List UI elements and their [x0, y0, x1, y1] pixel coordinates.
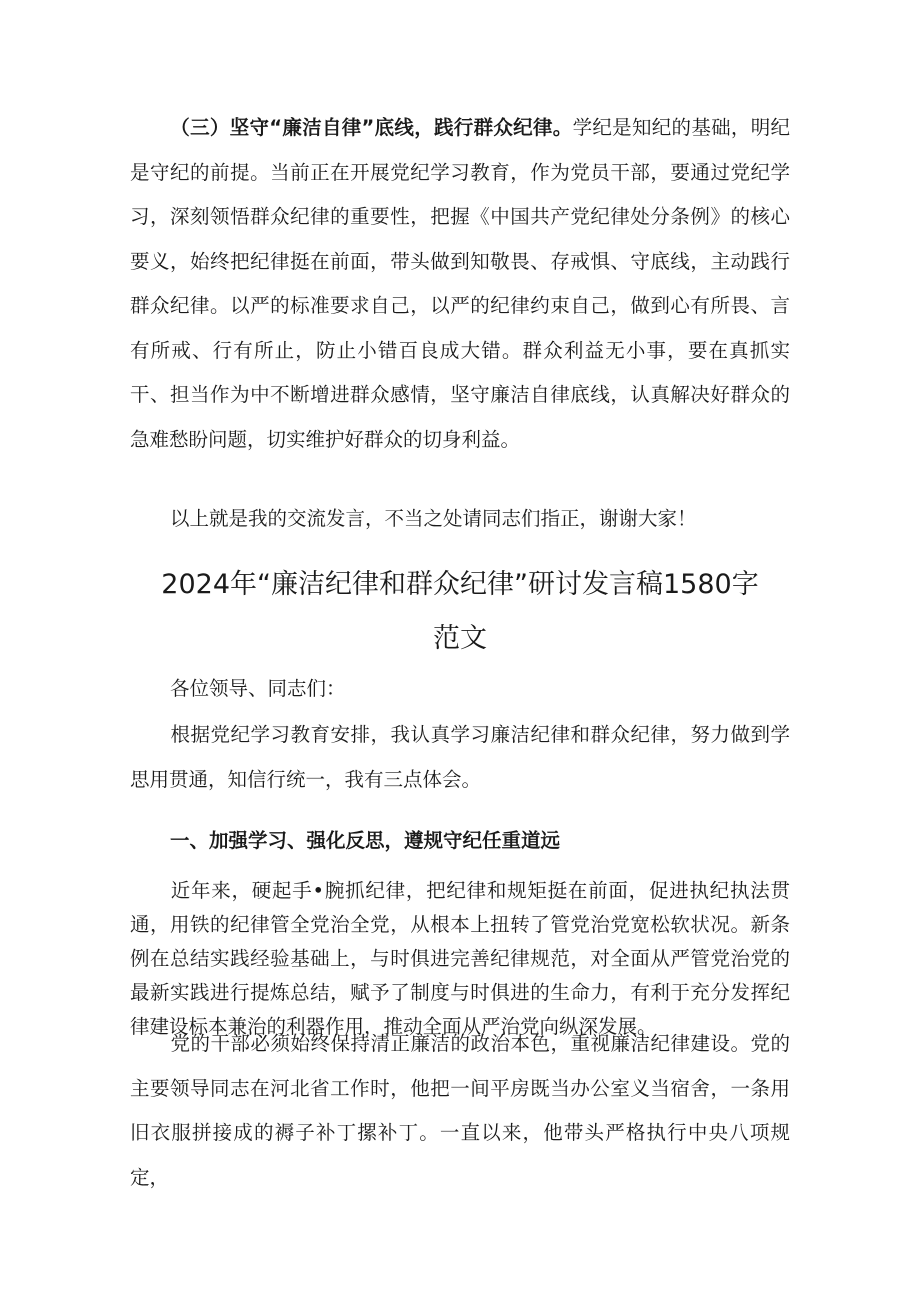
intro-text: 根据党纪学习教育安排，我认真学习廉洁纪律和群众纪律，努力做到学思用贯通，知信行统一，我有三点体会。 [130, 723, 790, 791]
section-three-body: 学纪是知纪的基础，明纪是守纪的前提。当前正在开展党纪学习教育，作为党员干部，要通过党纪学习，深刻领悟群众纪律的重要性，把握《中国共产党纪律处分条例》的核心要义，始终把纪律挺在前面，带头做到知敬畏、存戒惧、守底线，主动践行群众纪律。以严的标准要求自己，以严的纪律约束自己，做到心有所畏、言有所戒、行有所止，防止小错百良成大错。群众利益无小事，要在真抓实干、担当作为中不断增进群众感情，坚守廉洁自律底线，认真解决好群众的急难愁盼问题，切实维护好群众的切身利益。 [130, 116, 790, 451]
section-heading-one [130, 819, 790, 864]
closing-paragraph [130, 497, 790, 542]
greeting-text: 各位领导、同志们： [170, 677, 346, 700]
paragraph-two [130, 1022, 790, 1200]
section-heading-one-text: 一、加强学习、强化反思，遵规守纪任重道远 [170, 829, 561, 852]
document-title-line1: 2024年“廉洁纪律和群众纪律”研讨发言稿1580字 [161, 569, 759, 600]
intro-paragraph [130, 713, 790, 802]
section-three-lead: （三）坚守“廉洁自律”底线，践行群众纪律。 [170, 116, 573, 139]
document-title-line2: 范文 [433, 623, 487, 654]
paragraph-one-text: 近年来，硬起手•腕抓纪律，把纪律和规矩挺在前面，促进执纪执法贯通，用铁的纪律管全党治全党，从根本上扭转了管党治党宽松软状况。新条例在总结实践经验基础上，与时俱进完善纪律规范，对全面从严管党治党的最新实践进行提炼总结，赋予了制度与时俱进的生命力，有利于充分发挥纪律建设标本兼治的利器作用，推动全面从严治党向纵深发展。 [130, 879, 790, 1038]
paragraph-one [130, 874, 790, 1044]
greeting-paragraph [130, 667, 790, 712]
paragraph-two-text: 党的干部必须始终保持清正廉洁的政治本色，重视廉洁纪律建设。党的主要领导同志在河北省工作时，他把一间平房既当办公室义当宿舍，一条用旧衣服拼接成的褥子补丁摞补丁。一直以来，他带头严格执行中央八项规定， [130, 1032, 790, 1189]
closing-text: 以上就是我的交流发言，不当之处请同志们指正，谢谢大家！ [170, 507, 697, 530]
section-three-paragraph [130, 106, 790, 462]
